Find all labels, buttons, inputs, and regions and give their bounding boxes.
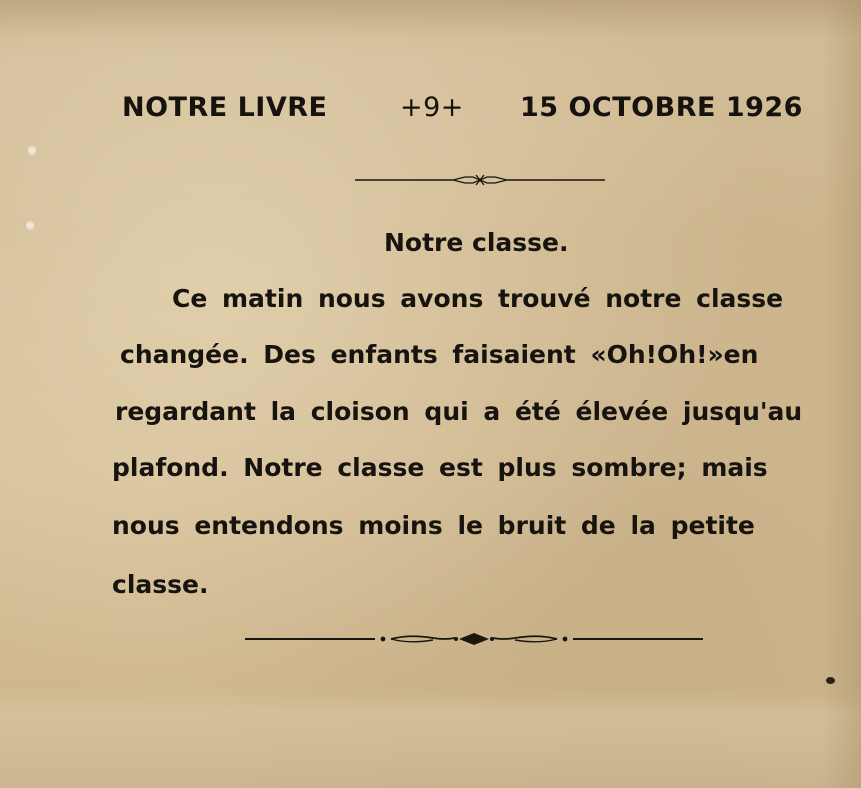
top-ornament-divider (355, 172, 605, 188)
page-header (122, 92, 822, 132)
article-line-4: plafond. Notre classe est plus sombre; mais (112, 453, 768, 482)
ink-speck (826, 677, 835, 684)
punch-hole-top (26, 146, 38, 155)
bottom-ornament-divider (245, 630, 703, 648)
page-number: +9+ (400, 92, 464, 123)
article-line-2: changée. Des enfants faisaient «Oh!Oh!»en (120, 340, 759, 369)
article-heading: Notre classe. (384, 228, 569, 257)
publication-date: 15 OCTOBRE 1926 (520, 92, 803, 123)
article-line-6: classe. (112, 570, 209, 599)
paper-edge-shadow (821, 0, 861, 788)
article-line-3: regardant la cloison qui a été élevée jusqu'au (115, 397, 803, 426)
paper-wear-bottom (0, 690, 861, 788)
publication-title: NOTRE LIVRE (122, 92, 328, 123)
article-line-5: nous entendons moins le bruit de la petite (112, 511, 755, 540)
article-line-1: Ce matin nous avons trouvé notre classe (172, 284, 784, 313)
punch-hole-bottom (24, 221, 36, 230)
paper-wear-top (0, 0, 861, 62)
